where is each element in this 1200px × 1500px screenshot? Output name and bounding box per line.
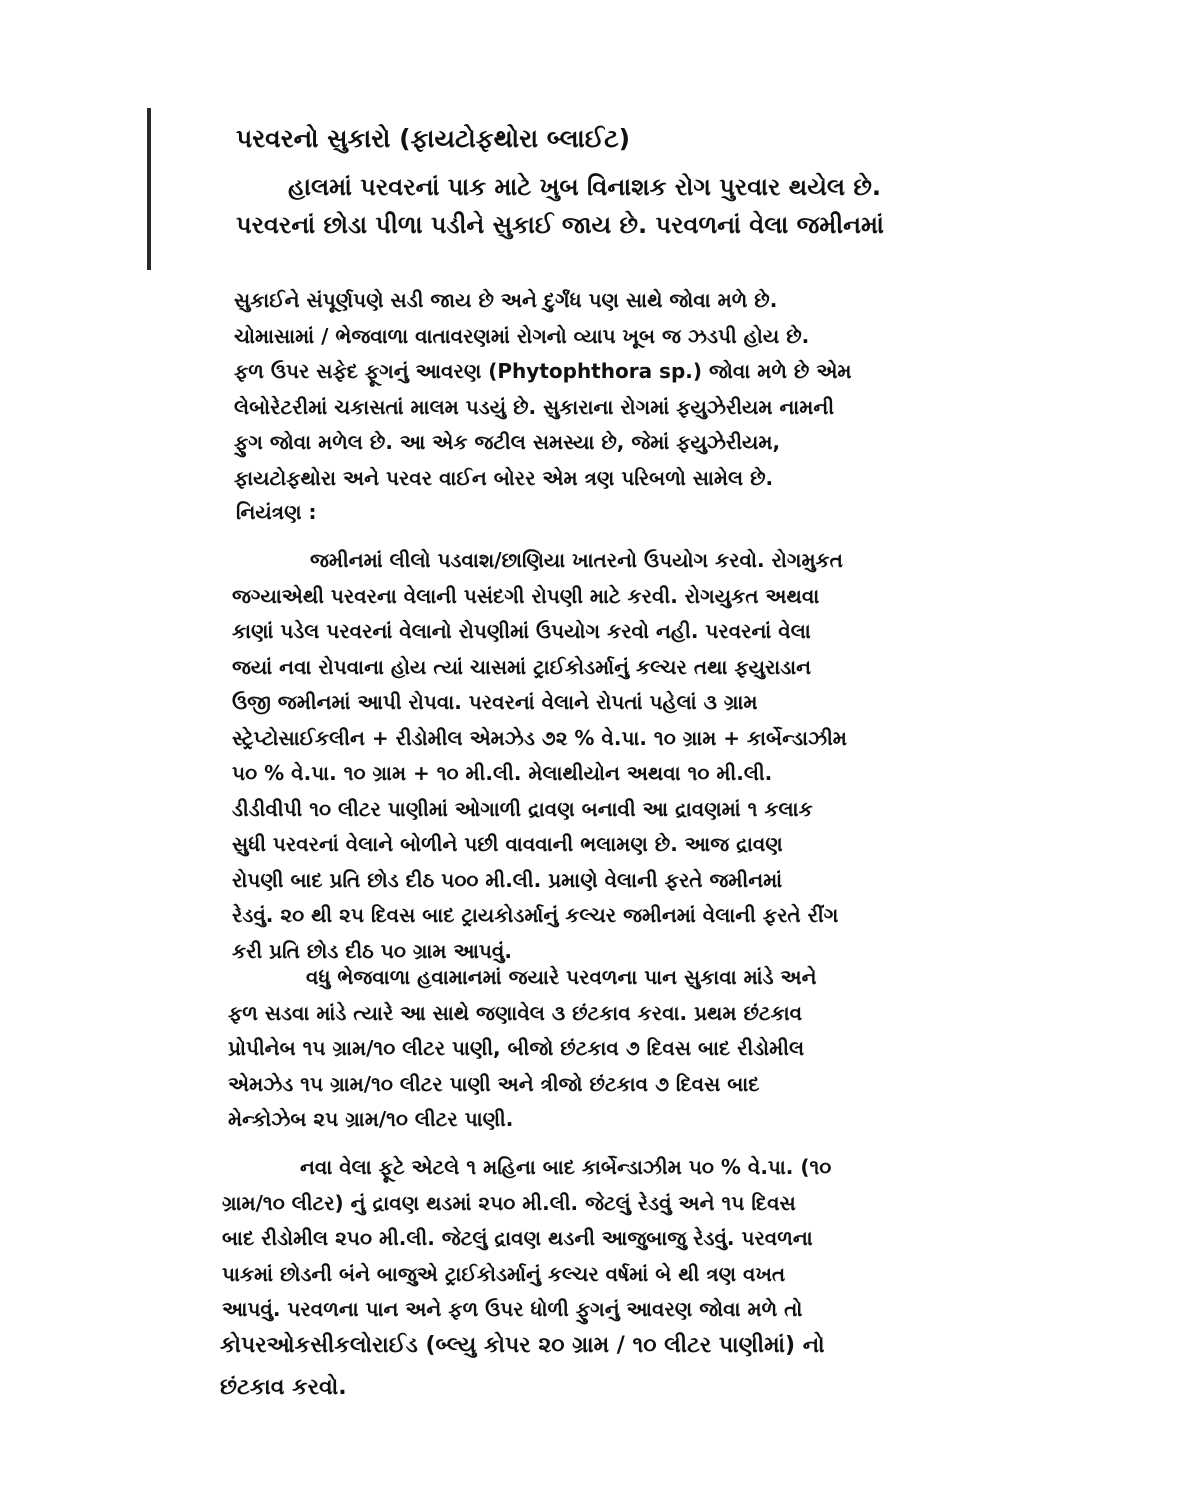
symptoms-paragraph xyxy=(234,283,852,496)
text-line: ફળ સડવા માંડે ત્યારે આ સાથે જણાવેલ ૩ છંટકાવ કરવા. પ્રથમ છંટકાવ xyxy=(228,1000,803,1025)
text-line: નવા વેલા ફૂટે એટલે ૧ મહિના બાદ કાર્બેન્ડાઝીમ ૫૦ % વે.પા. (૧૦ xyxy=(300,1155,832,1179)
text-line: પાકમાં છોડની બંને બાજુએ ટ્રાઈકોડર્માનું કલ્ચર વર્ષમાં બે થી ત્રણ વખત xyxy=(222,1261,786,1286)
text-line: ચોમાસામાં / ભેજવાળા વાતાવરણમાં રોગનો વ્યાપ ખૂબ જ ઝડપી હોય છે. xyxy=(234,323,810,348)
text-line: સુધી પરવરનાં વેલાને બોળીને પછી વાવવાની ભલામણ છે. આજ દ્રાવણ xyxy=(232,832,783,856)
text-line: આપવું. પરવળના પાન અને ફળ ઉપર ધોળી ફુગનું આવરણ જોવા મળે તો xyxy=(222,1297,803,1321)
text-line: જમીનમાં લીલો પડવાશ/છાણિયા ખાતરનો ઉપયોગ કરવો. રોગમુકત xyxy=(310,548,843,572)
text-line: રેડવું. ૨૦ થી ૨૫ દિવસ બાદ ટ્રાયકોડર્માનું કલ્ચર જમીનમાં વેલાની ફરતે રીંગ xyxy=(232,903,839,927)
text-line: એમઝેડ ૧૫ ગ્રામ/૧૦ લીટર પાણી અને ત્રીજો છંટકાવ ૭ દિવસ બાદ xyxy=(228,1071,760,1096)
text-line: ગ્રામ/૧૦ લીટર) નું દ્રાવણ થડમાં ૨૫૦ મી.લી. જેટલું રેડવું અને ૧૫ દિવસ xyxy=(222,1190,796,1215)
text-line: રોપણી બાદ પ્રતિ છોડ દીઠ ૫૦૦ મી.લી. પ્રમાણે વેલાની ફરતે જમીનમાં xyxy=(232,867,783,892)
closing-paragraph xyxy=(220,1325,825,1409)
text-line: ઉજી જમીનમાં આપી રોપવા. પરવરનાં વેલાને રોપતાં પહેલાં ૩ ગ્રામ xyxy=(232,690,758,714)
text-line: ફળ ઉપર સફેદ ફૂગનું આવરણ (Phytophthora sp.) જોવા મળે છે એમ xyxy=(234,359,852,383)
page-title: પરવરનો સુકારો (ફાયટોફથોરા બ્લાઈટ) xyxy=(236,124,631,153)
margin-bar xyxy=(147,108,151,270)
text-line: બાદ રીડોમીલ ૨૫૦ મી.લી. જેટલું દ્રાવણ થડની આજુબાજુ રેડવું. પરવળના xyxy=(222,1226,813,1250)
text-line: લેબોરેટરીમાં ચકાસતાં માલમ પડયું છે. સુકારાના રોગમાં ફયુઝેરીયમ નામની xyxy=(234,394,835,419)
text-line: ડીડીવીપી ૧૦ લીટર પાણીમાં ઓગાળી દ્રાવણ બનાવી આ દ્રાવણમાં ૧ કલાક xyxy=(232,796,813,821)
text-line: પ્રોપીનેબ ૧૫ ગ્રામ/૧૦ લીટર પાણી, બીજો છંટકાવ ૭ દિવસ બાદ રીડોમીલ xyxy=(228,1036,805,1060)
text-line: સ્ટ્રેપ્ટોસાઈકલીન + રીડોમીલ એમઝેડ ૭૨ % વે.પા. ૧૦ ગ્રામ + કાર્બેન્ડાઝીમ xyxy=(232,725,847,750)
text-line: જગ્યાએથી પરવરના વેલાની પસંદગી રોપણી માટે કરવી. રોગયુકત અથવા xyxy=(232,583,820,608)
text-line: સુકાઈને સંપૂર્ણપણે સડી જાય છે અને દુર્ગંધ પણ સાથે જોવા મળે છે. xyxy=(234,288,778,312)
text-line: જયાં નવા રોપવાના હોય ત્યાં ચાસમાં ટ્રાઈકોડર્માનું કલ્ચર તથા ફયુરાડાન xyxy=(232,654,812,679)
text-line: ફાયટોફથોરા અને પરવર વાઈન બોરર એમ ત્રણ પરિબળો સામેલ છે. xyxy=(234,465,774,490)
intro-line: હાલમાં પરવરનાં પાક માટે ખુબ વિનાશક રોગ પુરવાર થયેલ છે. xyxy=(288,173,882,201)
intro-line: પરવરનાં છોડા પીળા પડીને સુકાઈ જાય છે. પરવળનાં વેલા જમીનમાં xyxy=(236,211,884,239)
control-heading: નિયંત્રણ : xyxy=(236,500,317,524)
control-paragraph-planting xyxy=(232,543,847,969)
intro-paragraph xyxy=(236,168,884,244)
text-line: ફુગ જોવા મળેલ છે. આ એક જટીલ સમસ્યા છે, જેમાં ફયુઝેરીયમ, xyxy=(234,430,781,454)
text-line: વધુ ભેજવાળા હવામાનમાં જયારે પરવળના પાન સુકાવા માંડે અને xyxy=(306,965,817,989)
text-line: છંટકાવ કરવો. xyxy=(220,1375,347,1400)
text-line: કાણાં પડેલ પરવરનાં વેલાનો રોપણીમાં ઉપયોગ કરવો નહી. પરવરનાં વેલા xyxy=(232,619,811,643)
text-line: મેન્કોઝેબ ૨૫ ગ્રામ/૧૦ લીટર પાણી. xyxy=(228,1107,514,1131)
text-line: કરી પ્રતિ છોડ દીઠ ૫૦ ગ્રામ આપવું. xyxy=(232,938,512,963)
text-line: ૫૦ % વે.પા. ૧૦ ગ્રામ + ૧૦ મી.લી. મેલાથીયોન અથવા ૧૦ મી.લી. xyxy=(232,761,773,785)
control-paragraph-spray xyxy=(228,960,817,1138)
text-line: કોપરઓકસીકલોરાઈડ (બ્લ્યુ કોપર ૨૦ ગ્રામ / ૧૦ લીટર પાણીમાં) નો xyxy=(220,1333,825,1358)
control-paragraph-followup xyxy=(222,1150,831,1328)
